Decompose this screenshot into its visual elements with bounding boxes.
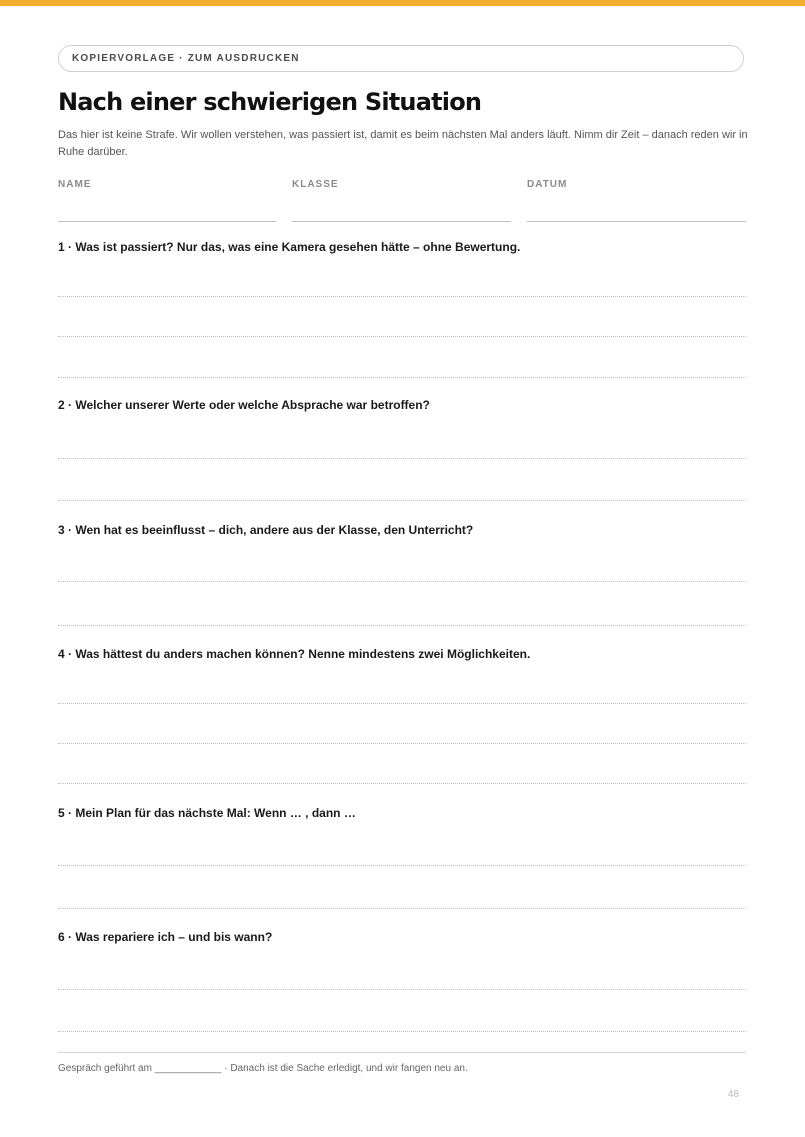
question-5: 5 · Mein Plan für das nächste Mal: Wenn … , dann … [58,806,356,820]
template-badge: KOPIERVORLAGE · ZUM AUSDRUCKEN [58,45,744,72]
answer-line[interactable] [58,865,746,866]
answer-line[interactable] [58,500,746,501]
top-accent-bar [0,0,805,6]
question-6: 6 · Was repariere ich – und bis wann? [58,930,273,944]
intro-text: Das hier ist keine Strafe. Wir wollen verstehen, was passiert ist, damit es beim nächsten Mal anders läuft. Nimm dir Zeit – danach reden wir in Ruhe darüber. [58,129,748,158]
question-1: 1 · Was ist passiert? Nur das, was eine Kamera gesehen hätte – ohne Bewertung. [58,240,521,254]
answer-line[interactable] [58,703,746,704]
question-2: 2 · Welcher unserer Werte oder welche Absprache war betroffen? [58,398,430,412]
answer-line[interactable] [58,989,746,990]
name-line [58,221,276,222]
klasse-line [292,221,511,222]
answer-line[interactable] [58,1031,746,1032]
answer-line[interactable] [58,783,746,784]
klasse-label: KLASSE [292,179,339,190]
answer-line[interactable] [58,908,746,909]
answer-line[interactable] [58,377,746,378]
page-number: 48 [727,1089,739,1100]
datum-field[interactable] [527,179,746,223]
name-field[interactable] [58,179,276,223]
question-4: 4 · Was hättest du anders machen können? Nenne mindestens zwei Möglichkeiten. [58,647,531,661]
datum-label: DATUM [527,179,568,190]
footer-divider [58,1052,746,1053]
answer-line[interactable] [58,581,746,582]
answer-line[interactable] [58,743,746,744]
footer-note: Gespräch geführt am ____________ · Danach ist die Sache erledigt, und wir fangen neu an. [58,1063,468,1074]
answer-line[interactable] [58,296,746,297]
question-3: 3 · Wen hat es beeinflusst – dich, andere aus der Klasse, den Unterricht? [58,523,474,537]
klasse-field[interactable] [292,179,511,223]
name-label: NAME [58,179,92,190]
answer-line[interactable] [58,458,746,459]
datum-line [527,221,746,222]
page-title: Nach einer schwierigen Situation [58,88,482,116]
answer-line[interactable] [58,336,746,337]
answer-line[interactable] [58,625,746,626]
